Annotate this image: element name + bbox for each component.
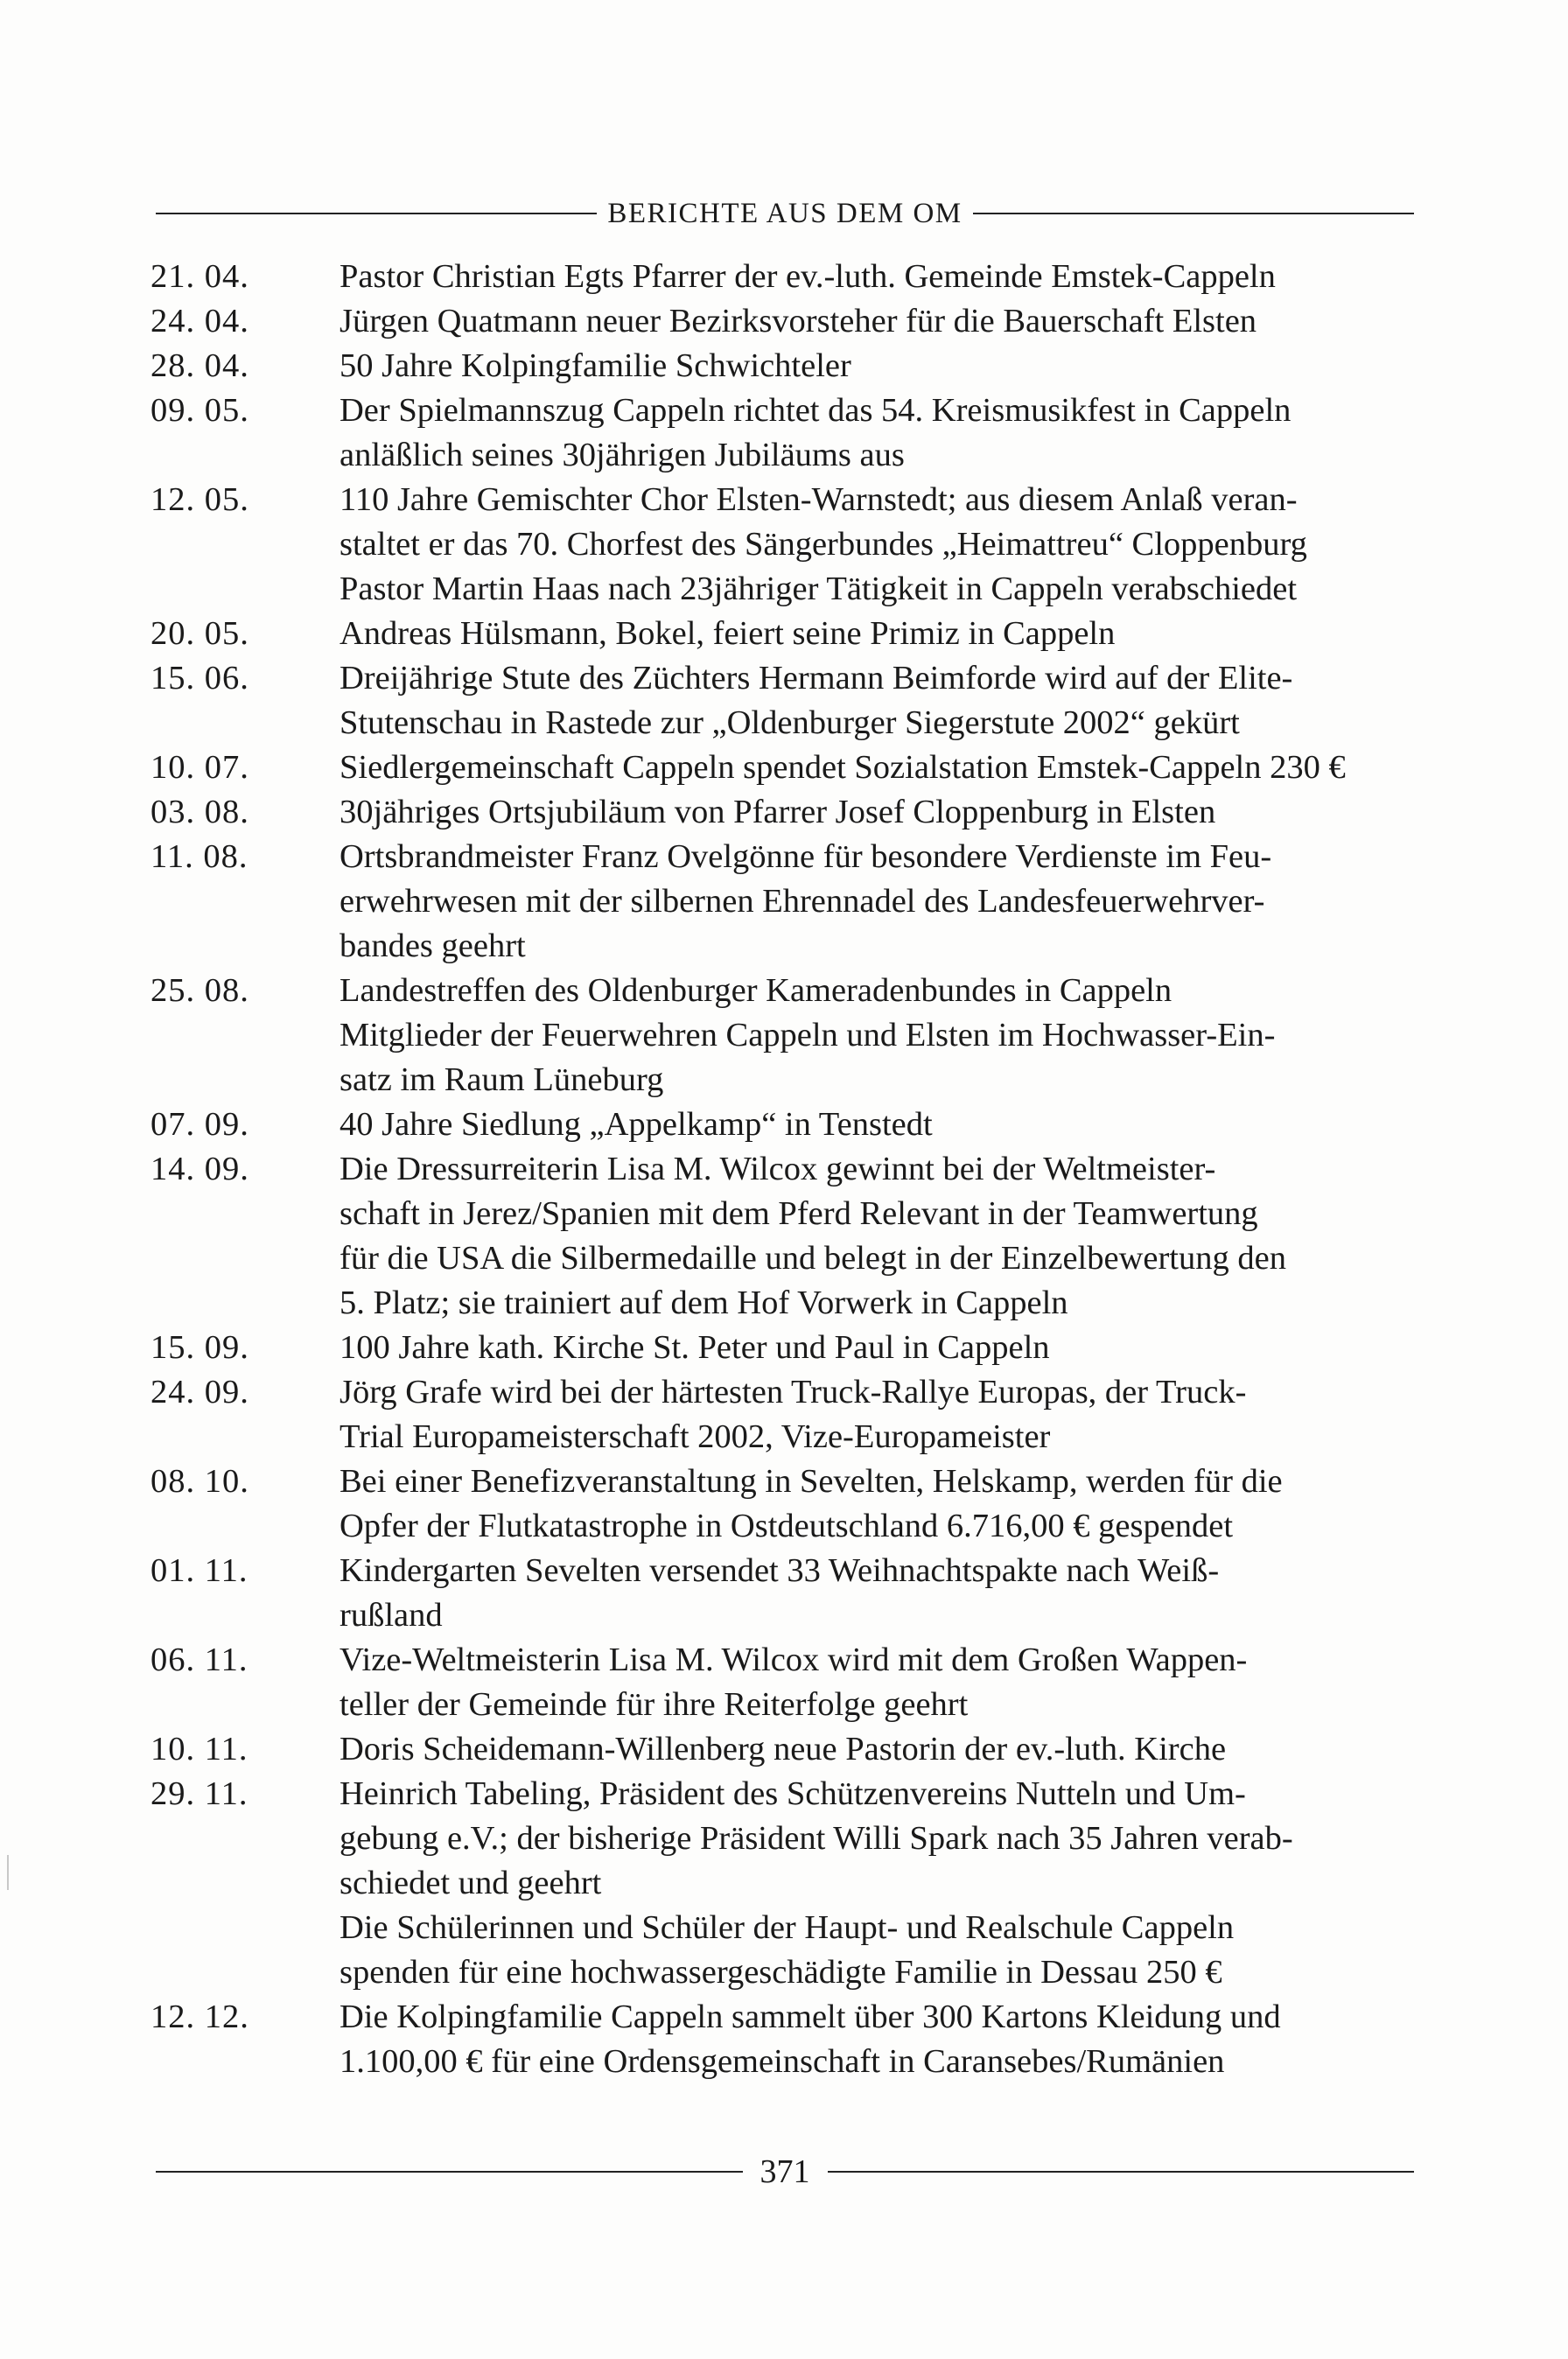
chronicle-entry [150, 1549, 1419, 1638]
chronicle-entry [150, 299, 1419, 344]
entry-text-line: Siedlergemeinschaft Cappeln spendet Sozialstation Emstek-Cappeln 230 € [340, 749, 1346, 786]
entry-date: 12. 12. [150, 1998, 249, 2035]
entry-date: 15. 06. [150, 660, 249, 696]
entry-date: 07. 09. [150, 1106, 249, 1143]
entry-text-line: erwehrwesen mit der silbernen Ehrennadel des Landesfeuerwehrver- [340, 883, 1265, 920]
entry-text [340, 344, 1419, 388]
chronicle-entry [150, 1638, 1419, 1727]
entry-text [340, 1147, 1419, 1326]
entry-text-line: Pastor Martin Haas nach 23jähriger Tätigkeit in Cappeln verabschiedet [340, 570, 1298, 607]
footer-rule-left [156, 2171, 743, 2173]
entry-text-line: Opfer der Flutkatastrophe in Ostdeutschland 6.716,00 € gespendet [340, 1508, 1234, 1544]
entry-text-line: 30jähriges Ortsjubiläum von Pfarrer Josef Cloppenburg in Elsten [340, 794, 1216, 830]
entry-text-line: Stutenschau in Rastede zur „Oldenburger Siegerstute 2002“ gekürt [340, 704, 1240, 741]
entry-text-line: gebung e.V.; der bisherige Präsident Willi Spark nach 35 Jahren verab- [340, 1820, 1293, 1857]
header-title: BERICHTE AUS DEM OM [607, 197, 962, 229]
entry-date: 29. 11. [150, 1775, 248, 1812]
chronicle-entry [150, 1326, 1419, 1370]
entry-text-line: Jörg Grafe wird bei der härtesten Truck-Rallye Europas, der Truck- [340, 1374, 1247, 1410]
entry-text [340, 790, 1419, 835]
entry-date: 10. 11. [150, 1731, 248, 1768]
entry-text [340, 969, 1419, 1102]
entry-text-line: Jürgen Quatmann neuer Bezirksvorsteher für die Bauerschaft Elsten [340, 303, 1257, 340]
entry-text [340, 1370, 1419, 1460]
entry-text-line: Heinrich Tabeling, Präsident des Schützenvereins Nutteln und Um- [340, 1775, 1246, 1812]
entry-date: 21. 04. [150, 258, 249, 295]
chronicle-list [150, 255, 1419, 2084]
entry-text-line: rußland [340, 1597, 443, 1634]
chronicle-entry [150, 1147, 1419, 1326]
entry-text-line: Kindergarten Sevelten versendet 33 Weihnachtspakte nach Weiß- [340, 1552, 1220, 1589]
entry-text [340, 1772, 1419, 1995]
chronicle-entry [150, 1727, 1419, 1772]
entry-text [340, 255, 1419, 299]
entry-text-line: spenden für eine hochwassergeschädigte Familie in Dessau 250 € [340, 1954, 1222, 1991]
entry-date: 12. 05. [150, 481, 249, 518]
entry-text-line: Die Kolpingfamilie Cappeln sammelt über 300 Kartons Kleidung und [340, 1998, 1281, 2035]
chronicle-entry [150, 1460, 1419, 1549]
entry-text-line: 100 Jahre kath. Kirche St. Peter und Paul in Cappeln [340, 1329, 1050, 1366]
chronicle-entry [150, 344, 1419, 388]
entry-text-line: für die USA die Silbermedaille und belegt in der Einzelbewertung den [340, 1240, 1286, 1277]
entry-date: 24. 09. [150, 1374, 249, 1410]
entry-date: 15. 09. [150, 1329, 249, 1366]
entry-text-line: 110 Jahre Gemischter Chor Elsten-Warnstedt; aus diesem Anlaß veran- [340, 481, 1298, 518]
entry-date: 28. 04. [150, 347, 249, 384]
entry-text [340, 1460, 1419, 1549]
entry-date: 14. 09. [150, 1151, 249, 1187]
entry-text-line: 50 Jahre Kolpingfamilie Schwichteler [340, 347, 851, 384]
chronicle-entry [150, 478, 1419, 612]
entry-text-line: Andreas Hülsmann, Bokel, feiert seine Primiz in Cappeln [340, 615, 1116, 652]
entry-date: 06. 11. [150, 1642, 248, 1678]
entry-text-line: teller der Gemeinde für ihre Reiterfolge geehrt [340, 1686, 969, 1723]
entry-date: 25. 08. [150, 972, 249, 1009]
entry-text-line: schiedet und geehrt [340, 1865, 602, 1901]
entry-date: 01. 11. [150, 1552, 248, 1589]
entry-text [340, 1995, 1419, 2084]
entry-text-line: Pastor Christian Egts Pfarrer der ev.-luth. Gemeinde Emstek-Cappeln [340, 258, 1276, 295]
entry-text [340, 1102, 1419, 1147]
entry-text-line: Die Dressurreiterin Lisa M. Wilcox gewinnt bei der Weltmeister- [340, 1151, 1216, 1187]
entry-text [340, 1727, 1419, 1772]
footer-rule-right [828, 2171, 1415, 2173]
entry-text-line: Die Schülerinnen und Schüler der Haupt- und Realschule Cappeln [340, 1909, 1235, 1946]
chronicle-entry [150, 790, 1419, 835]
entry-text [340, 746, 1419, 790]
entry-date: 09. 05. [150, 392, 249, 429]
entry-text-line: bandes geehrt [340, 928, 526, 964]
entry-text [340, 1549, 1419, 1638]
entry-text-line: Bei einer Benefizveranstaltung in Sevelten, Helskamp, werden für die [340, 1463, 1283, 1500]
chronicle-entry [150, 1995, 1419, 2084]
chronicle-entry [150, 1370, 1419, 1460]
entry-text [340, 299, 1419, 344]
chronicle-entry [150, 835, 1419, 969]
running-header [156, 194, 1414, 233]
entry-date: 03. 08. [150, 794, 249, 830]
chronicle-entry [150, 656, 1419, 746]
page-number: 371 [760, 2153, 810, 2190]
entry-text [340, 612, 1419, 656]
chronicle-entry [150, 1102, 1419, 1147]
entry-date: 11. 08. [150, 838, 248, 875]
entry-text [340, 478, 1419, 612]
entry-text-line: Trial Europameisterschaft 2002, Vize-Europameister [340, 1418, 1051, 1455]
chronicle-entry [150, 969, 1419, 1102]
chronicle-entry [150, 255, 1419, 299]
entry-text-line: Vize-Weltmeisterin Lisa M. Wilcox wird mit dem Großen Wappen- [340, 1642, 1248, 1678]
chronicle-entry [150, 388, 1419, 478]
entry-text-line: Der Spielmannszug Cappeln richtet das 54. Kreismusikfest in Cappeln [340, 392, 1292, 429]
entry-text [340, 1326, 1419, 1370]
entry-date: 10. 07. [150, 749, 249, 786]
entry-text-line: 5. Platz; sie trainiert auf dem Hof Vorwerk in Cappeln [340, 1284, 1068, 1321]
header-rule-left [156, 213, 597, 214]
entry-text-line: 1.100,00 € für eine Ordensgemeinschaft in Caransebes/Rumänien [340, 2043, 1225, 2080]
entry-text-line: Doris Scheidemann-Willenberg neue Pastorin der ev.-luth. Kirche [340, 1731, 1227, 1768]
entry-text [340, 835, 1419, 969]
chronicle-entry [150, 1772, 1419, 1995]
scan-mark [7, 1855, 9, 1890]
entry-text-line: Dreijährige Stute des Züchters Hermann Beimforde wird auf der Elite- [340, 660, 1293, 696]
header-rule-right [973, 213, 1414, 214]
entry-text-line: staltet er das 70. Chorfest des Sängerbundes „Heimattreu“ Cloppenburg [340, 526, 1307, 563]
entry-text-line: satz im Raum Lüneburg [340, 1061, 664, 1098]
entry-text [340, 656, 1419, 746]
entry-text-line: anläßlich seines 30jährigen Jubiläums aus [340, 437, 905, 473]
entry-text-line: Landestreffen des Oldenburger Kameradenbundes in Cappeln [340, 972, 1172, 1009]
entry-text [340, 1638, 1419, 1727]
entry-text-line: Ortsbrandmeister Franz Ovelgönne für besondere Verdienste im Feu- [340, 838, 1272, 875]
entry-date: 20. 05. [150, 615, 249, 652]
chronicle-entry [150, 612, 1419, 656]
entry-text-line: 40 Jahre Siedlung „Appelkamp“ in Tenstedt [340, 1106, 933, 1143]
entry-text-line: schaft in Jerez/Spanien mit dem Pferd Relevant in der Teamwertung [340, 1195, 1258, 1232]
entry-text-line: Mitglieder der Feuerwehren Cappeln und Elsten im Hochwasser-Ein- [340, 1017, 1276, 1054]
entry-date: 24. 04. [150, 303, 249, 340]
entry-text [340, 388, 1419, 478]
entry-date: 08. 10. [150, 1463, 249, 1500]
chronicle-entry [150, 746, 1419, 790]
page-footer [156, 2149, 1414, 2194]
